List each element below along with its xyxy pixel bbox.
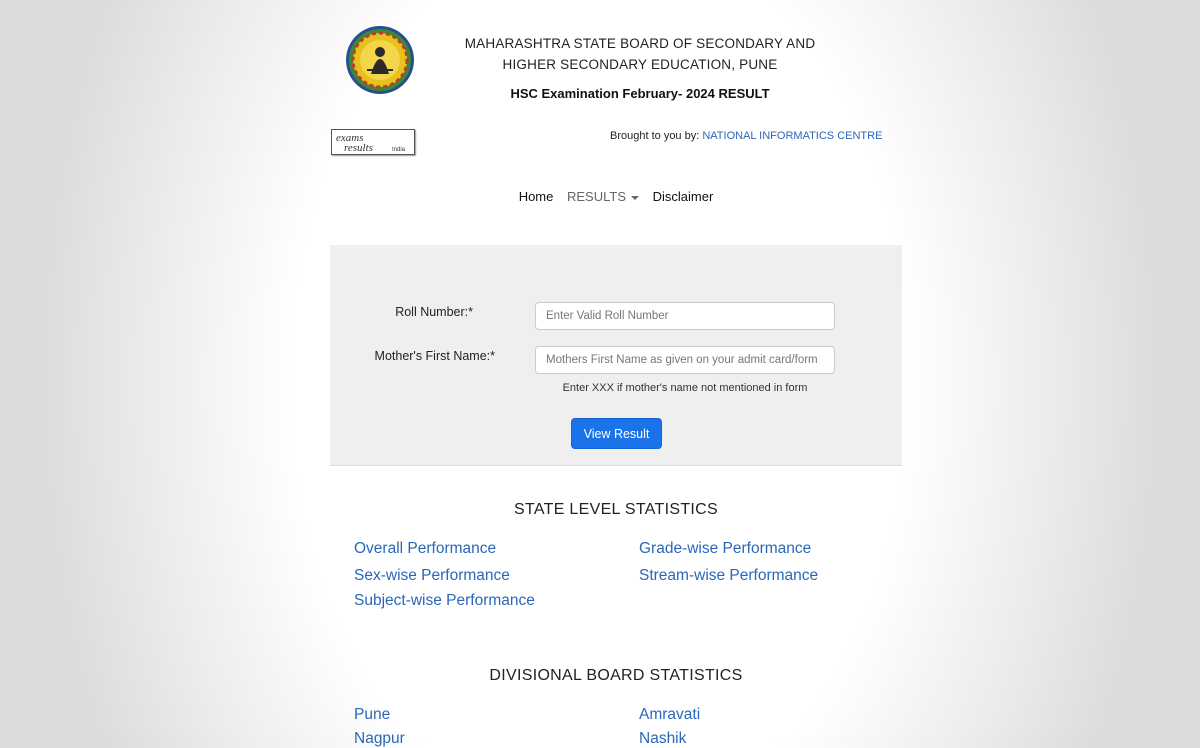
state-stats-title: STATE LEVEL STATISTICS bbox=[514, 501, 718, 518]
board-name-line1: MAHARASHTRA STATE BOARD OF SECONDARY AND bbox=[464, 36, 816, 51]
roll-number-input[interactable] bbox=[535, 302, 835, 330]
page-container bbox=[330, 0, 902, 747]
stream-wise-performance-link[interactable]: Stream-wise Performance bbox=[639, 567, 819, 584]
division-link-nagpur[interactable]: Nagpur bbox=[354, 730, 405, 747]
brought-by bbox=[610, 130, 882, 142]
mother-name-hint: Enter XXX if mother's name not mentioned in form bbox=[562, 382, 808, 394]
board-name bbox=[450, 33, 830, 75]
nav-results-dropdown[interactable] bbox=[567, 189, 639, 204]
board-seal-icon bbox=[345, 24, 415, 96]
brought-by-label: Brought to you by: bbox=[610, 130, 700, 142]
sex-wise-performance-link[interactable]: Sex-wise Performance bbox=[354, 567, 510, 584]
board-name-line2: HIGHER SECONDARY EDUCATION, PUNE bbox=[502, 57, 778, 72]
nav-home[interactable]: Home bbox=[518, 189, 554, 204]
view-result-button[interactable]: View Result bbox=[571, 418, 662, 449]
mother-name-label: Mother's First Name:* bbox=[374, 349, 495, 363]
mother-name-input[interactable] bbox=[535, 346, 835, 374]
division-link-nashik[interactable]: Nashik bbox=[639, 730, 687, 747]
overall-performance-link[interactable]: Overall Performance bbox=[354, 540, 497, 557]
grade-wise-performance-link[interactable]: Grade-wise Performance bbox=[639, 540, 812, 557]
exam-title: HSC Examination February- 2024 RESULT bbox=[510, 86, 770, 101]
nic-link[interactable]: NATIONAL INFORMATICS CENTRE bbox=[702, 130, 883, 142]
division-link-amravati[interactable]: Amravati bbox=[639, 706, 701, 723]
subject-wise-performance-link[interactable]: Subject-wise Performance bbox=[354, 592, 535, 609]
roll-number-label: Roll Number:* bbox=[395, 305, 473, 319]
caret-down-icon bbox=[631, 196, 639, 200]
main-nav bbox=[330, 189, 902, 204]
nav-disclaimer[interactable]: Disclaimer bbox=[652, 189, 714, 204]
nav-results-label: RESULTS bbox=[567, 189, 626, 204]
result-form bbox=[330, 245, 902, 466]
division-link-pune[interactable]: Pune bbox=[354, 706, 391, 723]
svg-text:results: results bbox=[344, 142, 373, 154]
division-stats-title: DIVISIONAL BOARD STATISTICS bbox=[489, 667, 743, 684]
svg-text:India: India bbox=[392, 147, 406, 153]
svg-text:exams: exams bbox=[336, 132, 364, 144]
exams-results-india-logo bbox=[331, 129, 415, 155]
